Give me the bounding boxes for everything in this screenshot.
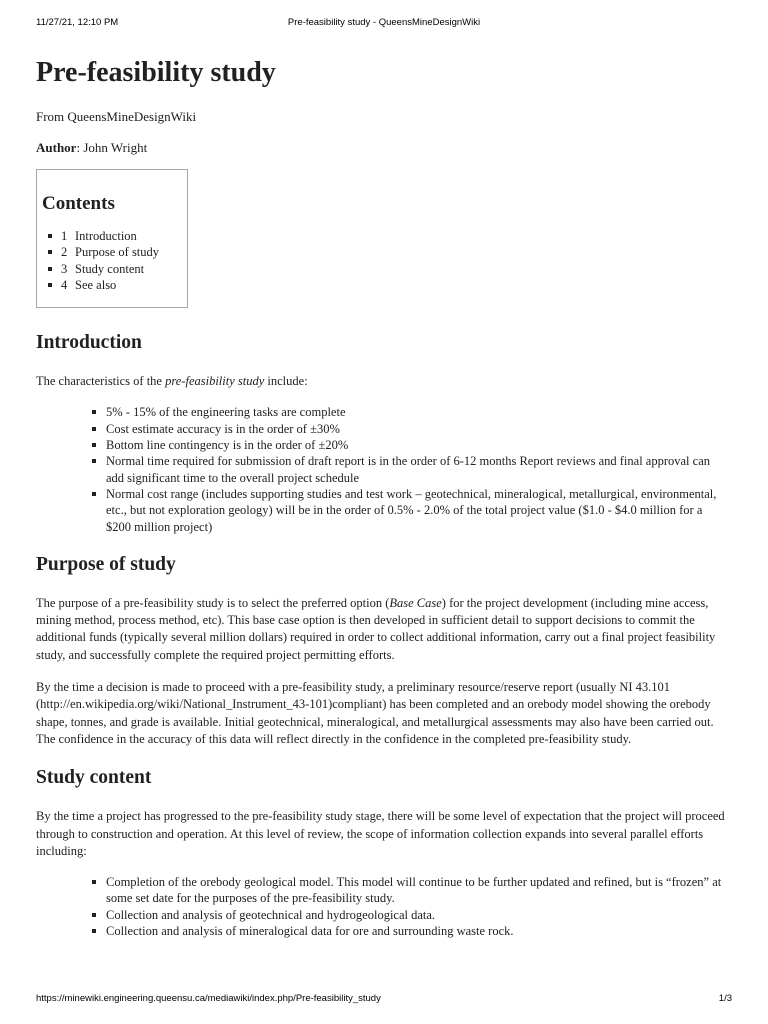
list-item: Bottom line contingency is in the order of ±20% [106, 437, 726, 453]
print-header [36, 17, 732, 31]
list-item: 5% - 15% of the engineering tasks are complete [106, 404, 726, 420]
toc-item-see-also[interactable] [61, 277, 183, 293]
section-heading-introduction: Introduction [36, 332, 142, 354]
print-url: https://minewiki.engineering.queensu.ca/mediawiki/index.php/Pre-feasibility_study [36, 993, 381, 1004]
print-footer [36, 993, 732, 1007]
lead-emphasis: pre-feasibility study [165, 374, 265, 389]
author-name: : John Wright [76, 140, 148, 155]
list-item: Collection and analysis of geotechnical and hydrogeological data. [106, 907, 726, 923]
toc-item-label[interactable]: Purpose of study [75, 245, 160, 260]
toc-item-label[interactable]: Introduction [75, 229, 137, 243]
lead-text-end: include: [264, 374, 308, 389]
introduction-bullet-list [36, 404, 726, 534]
toc-item-introduction[interactable] [61, 228, 183, 244]
list-item: Collection and analysis of mineralogical data for ore and surrounding waste rock. [106, 923, 726, 939]
toc-item-number: 2 [61, 245, 68, 260]
author-label: Author [36, 140, 77, 155]
toc-title: Contents [42, 193, 115, 214]
list-item: Cost estimate accuracy is in the order of ±30% [106, 421, 726, 437]
toc-item-number: 1 [61, 229, 68, 243]
study-content-bullet-list [36, 874, 726, 939]
toc-list [42, 228, 183, 293]
toc-item-label[interactable]: Study content [75, 261, 145, 276]
toc-item-study-content[interactable] [61, 261, 183, 277]
paragraph-text-end: ) for the project development (including mine access, mining method, process method, etc). This base case option is then developed in sufficient detail to support decisions to commit the additional funds (typically several million dollars) required in order to collect additional information, carry out a final project feasibility study, and successfully complete the required project permitting efforts. [36, 595, 716, 662]
purpose-paragraph-1 [36, 595, 726, 664]
list-item: Normal cost range (includes supporting studies and test work – geotechnical, mineralogical, metallurgical, environmental, etc., but not exploration geology) will be in the order of 0.5% - 2.0% of the total project value ($1.0 - $4.0 million for a $200 million project) [106, 486, 726, 535]
study-content-paragraph: By the time a project has progressed to the pre-feasibility study stage, there will be some level of expectation that the project will proceed through to construction and operation. At this level of review, the scope of information collection expands into several parallel efforts including: [36, 809, 725, 858]
toc-item-purpose-of-study[interactable] [61, 244, 183, 260]
table-of-contents [36, 169, 188, 308]
paragraph-text: The purpose of a pre-feasibility study is to select the preferred option ( [36, 595, 390, 610]
page-number: 1/3 [718, 993, 732, 1004]
purpose-paragraph-2: By the time a decision is made to proceed with a pre-feasibility study, a preliminary resource/reserve report (usually NI 43.101 (http://en.wikipedia.org/wiki/National_Instrument_43-101)compliant) has been completed and an orebody model showing the orebody shape, tonnes, and grade is available. Initial geotechnical, mineralogical, and metallurgical assessments may also have been carried out. The confidence in the accuracy of this data will reflect directly in the confidence in the completed pre-feasibility study. [36, 680, 714, 746]
list-item: Completion of the orebody geological model. This model will continue to be further updated and refined, but is “frozen” at some set date for the purposes of the pre-feasibility study. [106, 874, 726, 907]
section-heading-study-content: Study content [36, 767, 152, 789]
author-line [36, 139, 726, 156]
toc-item-number: 4 [61, 277, 68, 292]
site-subtitle: From QueensMineDesignWiki [36, 109, 197, 124]
toc-item-label[interactable]: See also [75, 277, 117, 292]
lead-text: The characteristics of the [36, 374, 166, 389]
toc-item-number: 3 [61, 261, 68, 276]
list-item: Normal time required for submission of draft report is in the order of 6-12 months Report reviews and final approval can add significant time to the overall project schedule [106, 453, 726, 486]
base-case-emphasis: Base Case [389, 595, 442, 610]
introduction-lead [36, 373, 726, 390]
page-title: Pre-feasibility study [36, 57, 276, 88]
print-page-title: Pre-feasibility study - QueensMineDesignWiki [287, 17, 481, 28]
article-content [36, 56, 726, 939]
print-timestamp: 11/27/21, 12:10 PM [36, 17, 119, 28]
section-heading-purpose-of-study: Purpose of study [36, 553, 176, 575]
